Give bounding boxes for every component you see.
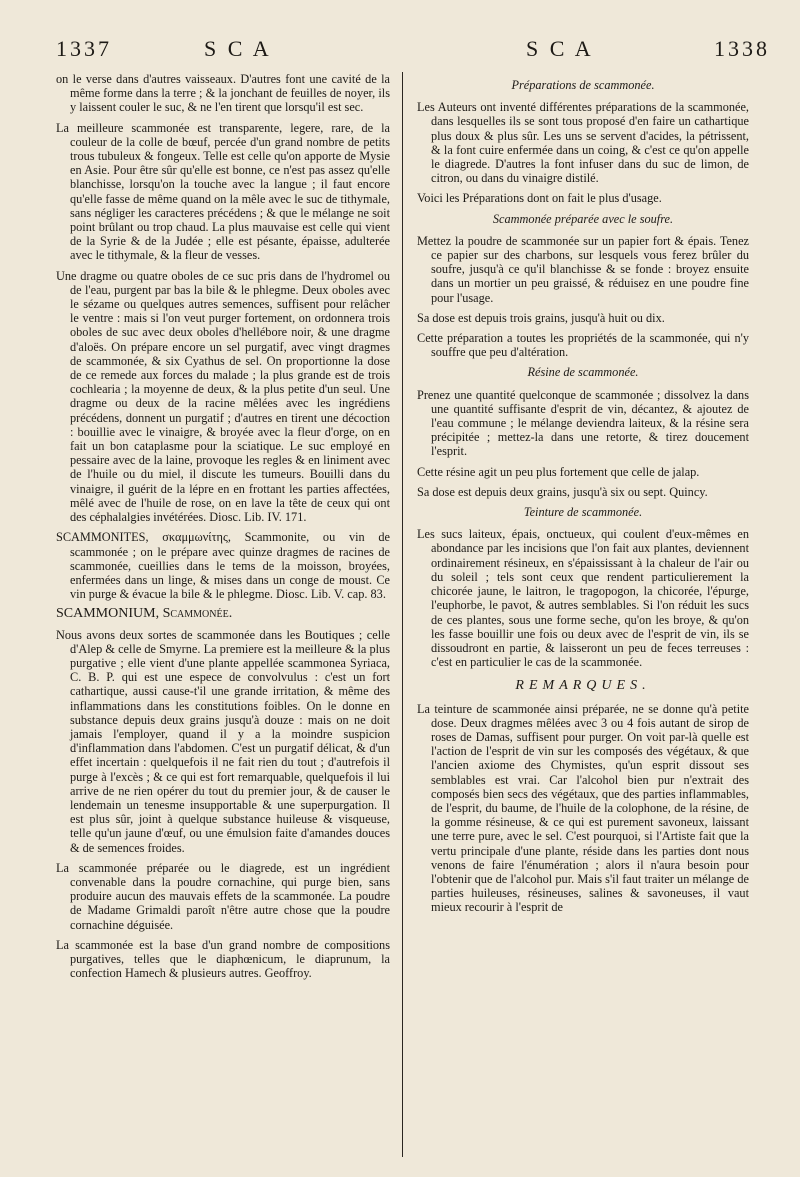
- paragraph: La scammonée préparée ou le diagrede, est un ingrédient convenable dans la poudre cornachine, qui purge bien, sans produire aucun des mauvais effets de la scammonée. La poudre de Madame Grimaldi paroît n'être autre chose que la poudre cornachine déguisée.: [56, 860, 390, 932]
- running-header: [56, 36, 770, 72]
- section-title: Préparations de scammonée.: [511, 78, 655, 92]
- paragraph: on le verse dans d'autres vaisseaux. D'autres font une cavité de la même forme dans la terre ; & la jonchant de feuilles de noyer, ils y laissent couler le suc, & ne l'en tirent que lorsqu'il est sec.: [56, 72, 390, 115]
- paragraph: Cette préparation a toutes les propriétés de la scammonée, qui n'y souffre que peu d'altération.: [417, 331, 749, 360]
- page-number-left: 1337: [56, 36, 112, 61]
- remarques-heading: REMARQUES.: [515, 678, 651, 694]
- paragraph: Sa dose est depuis deux grains, jusqu'à six ou sept. Quincy.: [417, 484, 708, 499]
- paragraph: Nous avons deux sortes de scammonée dans les Boutiques ; celle d'Alep & celle de Smyrne. La premiere est la meilleure & la plus purgative ; elle vient d'une plante appellée scammonea Syriaca, C. B. P. qui est une espece de convolvulus : c'est un fort cathartique, aussi cause-t'il une grande irritation, & même des inflammations dans les constitutions foibles. On le donne en substance depuis deux grains jusqu'à douze : mais on ne doit jamais l'employer, quand il y a la moindre suspicion d'inflammation dans l'abdomen. C'est un purgatif délicat, & d'un effet incertain : quelquefois il ne fait rien du tout ; d'autrefois il purge à l'excès ; & ce qui est fort remarquable, quelquefois il lui arrive de ne rien opérer du tout du premier jour, & de causer le lendemain un tenesme insupportable & une superpurgation. Il est plus sûr, joint à quelque substance huileuse & visqueuse, telle qu'un jaune d'œuf, ou une émulsion faite d'amandes douces & de semences froides.: [56, 627, 390, 855]
- paragraph: Sa dose est depuis trois grains, jusqu'à huit ou dix.: [417, 310, 665, 325]
- paragraph: La teinture de scammonée ainsi préparée, ne se donne qu'à petite dose. Deux dragmes mêlées avec 3 ou 4 fois autant de sirop de roses de Damas, suffisent pour purger. On voit par-là quelle est l'action de l'esprit de vin sur les composés des végétaux, & que l'ancien axiome des Chymistes, qu'un esprit dissout ses semblables est vrai. Car l'alcohol bien pur n'extrait des composés bien secs des végétaux, que des parties inflammables, de l'esprit, du baume, de l'huile de la colophone, de la résine, de la gomme résineuse, & ce qui est purement savoneux, laissant une terre pure, avec le sel. C'est pourquoi, si l'Artiste fait que la vertu principale d'une plante, réside dans les parties dont nous venons de faire l'énumération ; alors il n'aura besoin pour l'obtenir que de l'alcohol pur. Mais s'il faut traiter un mélange de parties huileuses, résineuses, salines & savoneuses, il vaut mieux recourir à l'esprit de: [417, 701, 749, 915]
- running-title-left: S C A: [204, 36, 272, 61]
- section-title: Scammonée préparée avec le soufre.: [492, 211, 674, 226]
- paragraph: Voici les Préparations dont on fait le plus d'usage.: [417, 191, 662, 206]
- paragraph: Une dragme ou quatre oboles de ce suc pris dans de l'hydromel ou de l'eau, purgent par bas la bile & le phlegme. Deux oboles avec le sézame ou quelques autres semences, suffisent pour relâcher le ventre : mais si l'on veut purger fortement, on ordonnera trois oboles de suc avec deux oboles d'hellébore noir, & une dragme d'aloës. On prépare encore un sel purgatif, avec vingt dragmes de scammonée, & six Cyathus de sel. On proportionne la dose de ce remede aux forces du malade ; la plus grande est de trois cochlearia ; la moyenne de deux, & la plus petite d'un seul. Une dragme ou deux de la racine mêlées avec les ingrédiens précédens, donnent un purgatif ; d'autres en tirent une décoction : bouillie avec le vinaigre, & broyée avec la fleur d'orge, on en fait un bon cataplasme pour la sciatique. Le suc employé en pessaire avec de la laine, provoque les regles & en liniment avec de l'huile ou du miel, il discute les tumeurs. Bouilli dans du vinaigre, il guérit de la lépre en en frottant les parties affectées, mêlé avec de l'huile de rose, on en lave la tête de ceux qui ont des céphalalgies invétérées. Diosc. Lib. IV. 171.: [56, 268, 390, 525]
- entry-scammonites: SCAMMONITES, σκαμμωνίτης, Scammonite, ou vin de scammonée ; on le prépare avec quinze dragmes de racines de scammonée, cueillies dans le tems de la moisson, broyées, enfermées dans un linge, & mises dans un conge de moust. Ce vin purge & évacue la bile & le phlegme. Diosc. Lib. V. cap. 83.: [56, 530, 390, 602]
- paragraph: Prenez une quantité quelconque de scammonée ; dissolvez la dans une quantité suffisante d'esprit de vin, décantez, & ajoutez de l'eau commune ; le mélange deviendra laiteux, & la résine sera précipitée ; mettez-la dans une retorte, & tirez doucement l'esprit.: [417, 387, 749, 459]
- section-title: Teinture de scammonée.: [523, 505, 643, 520]
- right-column: [409, 72, 749, 1157]
- running-title-right: S C A: [526, 36, 594, 61]
- paragraph: Cette résine agit un peu plus fortement que celle de jalap.: [417, 464, 700, 479]
- paragraph: Mettez la poudre de scammonée sur un papier fort & épais. Tenez ce papier sur des charbons, sur lesquels vous ferez brûler du soufre, jusqu'à ce qu'il blanchisse & se fonde : broyez ensuite dans un mortier un peu graissé, & réduisez en une poudre fine pour l'usage.: [417, 233, 749, 305]
- paragraph: La scammonée est la base d'un grand nombre de compositions purgatives, telles que le diaphœnicum, le diaprunum, la confection Hamech & plusieurs autres. Geoffroy.: [56, 937, 390, 981]
- two-column-body: [56, 72, 770, 1157]
- page-number-right: 1338: [714, 36, 770, 61]
- paragraph: Les Auteurs ont inventé différentes préparations de la scammonée, dans lesquelles ils se sont tous proposé d'en faire un cathartique plus doux & plus sûr. Les uns se servent d'acides, la pétrissent, & la font cuire enfermée dans un coing, & c'est ce qu'on appelle le diagrede. D'autres la font infuser dans du suc de limon, de citron, ou dans du vinaigre distilé.: [417, 100, 749, 186]
- section-title: Résine de scammonée.: [527, 365, 639, 380]
- entry-scammonium-heading: SCAMMONIUM, Scammonée.: [56, 606, 233, 622]
- paragraph: Les sucs laiteux, épais, onctueux, qui coulent d'eux-mêmes en abondance par les incisions que l'on fait aux plantes, deviennent ordinairement résineux, en s'épaississant à la chaleur de l'air ou du soleil ; tels sont ceux que rendent particulierement la chicorée jaune, le laitron, le tragopogon, la chicorée, l'épurge, l'euphorbe, le pavot, & autres semblables. Si l'on réduit les sucs de ces plantes, sous une forme seche, qu'on les broye, & qu'on les fasse bouillir une fois ou deux avec de l'esprit de vin, ils se dissoudront en partie, & laisseront un peu de feces terreuses : c'est en particulier le cas de la scammonée.: [417, 527, 749, 670]
- paragraph: La meilleure scammonée est transparente, legere, rare, de la couleur de la colle de bœuf, percée d'un grand nombre de petits trous tubuleux & fongeux. Telle est celle qu'on apporte de Mysie en Asie. Pour être sûr qu'elle est bonne, ce n'est pas assez qu'elle blanchisse, lorsqu'on la touche avec la langue ; il faut encore qu'elle fasse de même quand on la mêle avec le suc de tithymale, sans négliger les caracteres précédens ; & que le mélange ne soit point brûlant ou trop chaud. La plus mauvaise est celle qui vient de la Syrie & de la Judée ; elle est pésante, épaisse, adulterée avec le tithymale, & la fleur de vesses.: [56, 120, 390, 263]
- left-column: [56, 72, 396, 1157]
- column-divider: [402, 72, 403, 1157]
